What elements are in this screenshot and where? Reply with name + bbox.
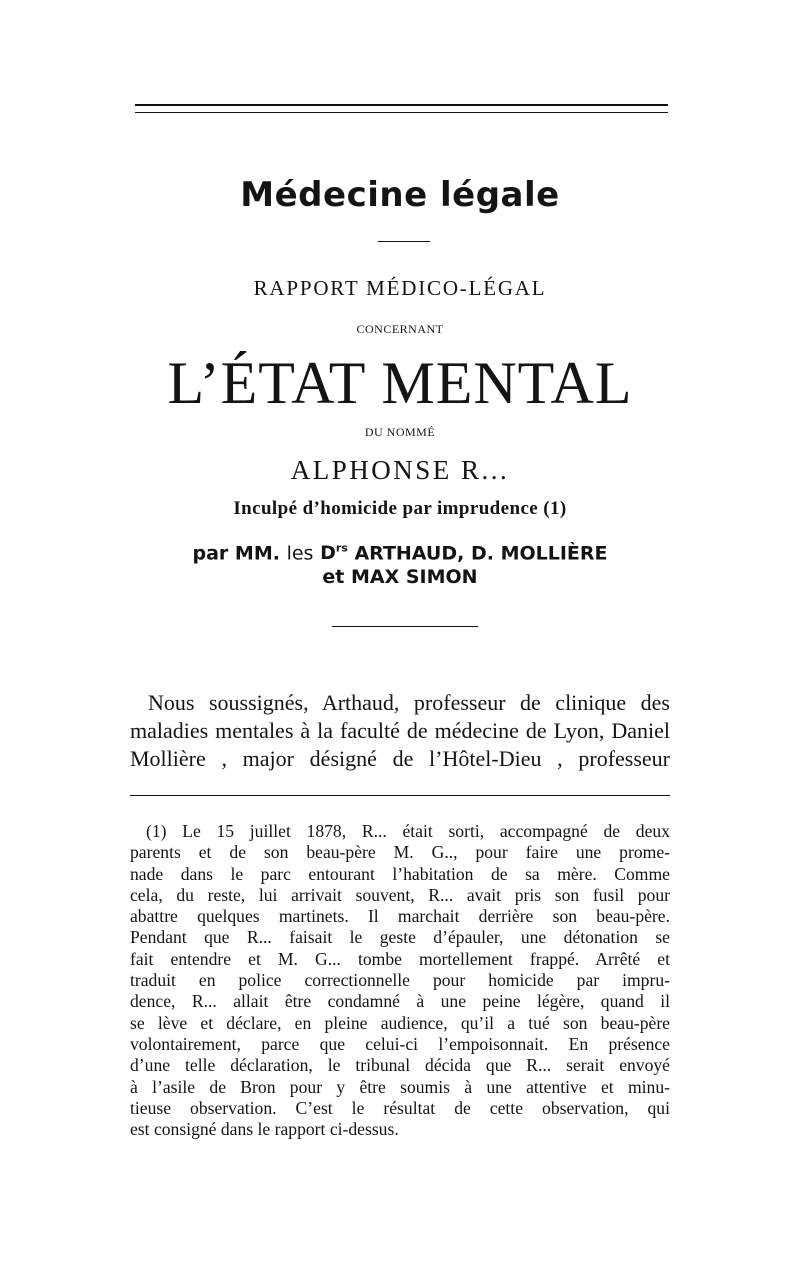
body-line: maladies mentales à la faculté de médecine de Lyon, Daniel (130, 718, 670, 743)
report-label: RAPPORT MÉDICO-LÉGAL (253, 276, 547, 300)
section-title: Médecine légale (240, 175, 560, 215)
footnote-line: nade dans le parc entourant l’habitation de sa mère. Comme (130, 863, 670, 884)
footnote (130, 821, 670, 1140)
authors-line-1 (0, 542, 800, 564)
footnote-line: fait entendre et M. G... tombe mortellement frappé. Arrêté et (130, 948, 670, 969)
footnote-line: Pendant que R... faisait le geste d’épauler, une détonation se (130, 927, 670, 948)
body-line: Mollière , major désigné de l’Hôtel-Dieu , professeur (130, 746, 670, 771)
footnote-line: d’une telle déclaration, le tribunal décida que R... serait envoyé (130, 1055, 670, 1076)
subject-name: ALPHONSE R... (290, 455, 510, 485)
footnote-line: se lève et déclare, en pleine audience, qu’il a tué son beau-père (130, 1012, 670, 1033)
footnote-line: à l’asile de Bron pour y être soumis à une attentive et minu- (130, 1076, 670, 1097)
footnote-line: parents et de son beau-père M. G.., pour faire une prome- (130, 842, 670, 863)
top-rule-thick (135, 104, 668, 106)
footnote-line: volontairement, parce que celui-ci l’empoisonnait. En présence (130, 1033, 670, 1054)
footnote-rule (130, 795, 670, 796)
concernant-label: CONCERNANT (356, 322, 444, 336)
authors-drs-base: D (320, 542, 336, 565)
footnote-line: tieuse observation. C’est le résultat de cette observation, qui (130, 1097, 670, 1118)
authors-prefix: par MM. (192, 542, 280, 565)
footnote-line: abattre quelques martinets. Il marchait derrière son beau-père. (130, 906, 670, 927)
du-nomme-label: DU NOMMÉ (364, 425, 436, 439)
authors-drs (320, 542, 348, 564)
footnote-line: est consigné dans le rapport ci-dessus. (130, 1119, 399, 1140)
footnote-line: traduit en police correctionnelle pour homicide par impru- (130, 970, 670, 991)
body-line: Nous soussignés, Arthaud, professeur de clinique des (148, 690, 670, 715)
authors-names: ARTHAUD, D. MOLLIÈRE (354, 542, 608, 565)
footnote-line: dence, R... allait être condamné à une peine légère, quand il (130, 991, 670, 1012)
footnote-line: (1) Le 15 juillet 1878, R... était sorti, accompagné de deux (146, 821, 670, 841)
header-end-divider (332, 626, 478, 627)
main-title: L’ÉTAT MENTAL (167, 350, 633, 416)
footnote-line: cela, du reste, lui arrivait souvent, R... avait pris son fusil pour (130, 884, 670, 905)
body-paragraph (130, 689, 670, 773)
top-rule-thin (135, 112, 668, 113)
authors-drs-sup: rs (335, 542, 348, 555)
title-divider (378, 241, 430, 242)
charge-line: Inculpé d’homicide par imprudence (1) (233, 498, 567, 519)
authors-les: les (286, 542, 314, 565)
authors-line-2: et MAX SIMON (322, 566, 478, 588)
